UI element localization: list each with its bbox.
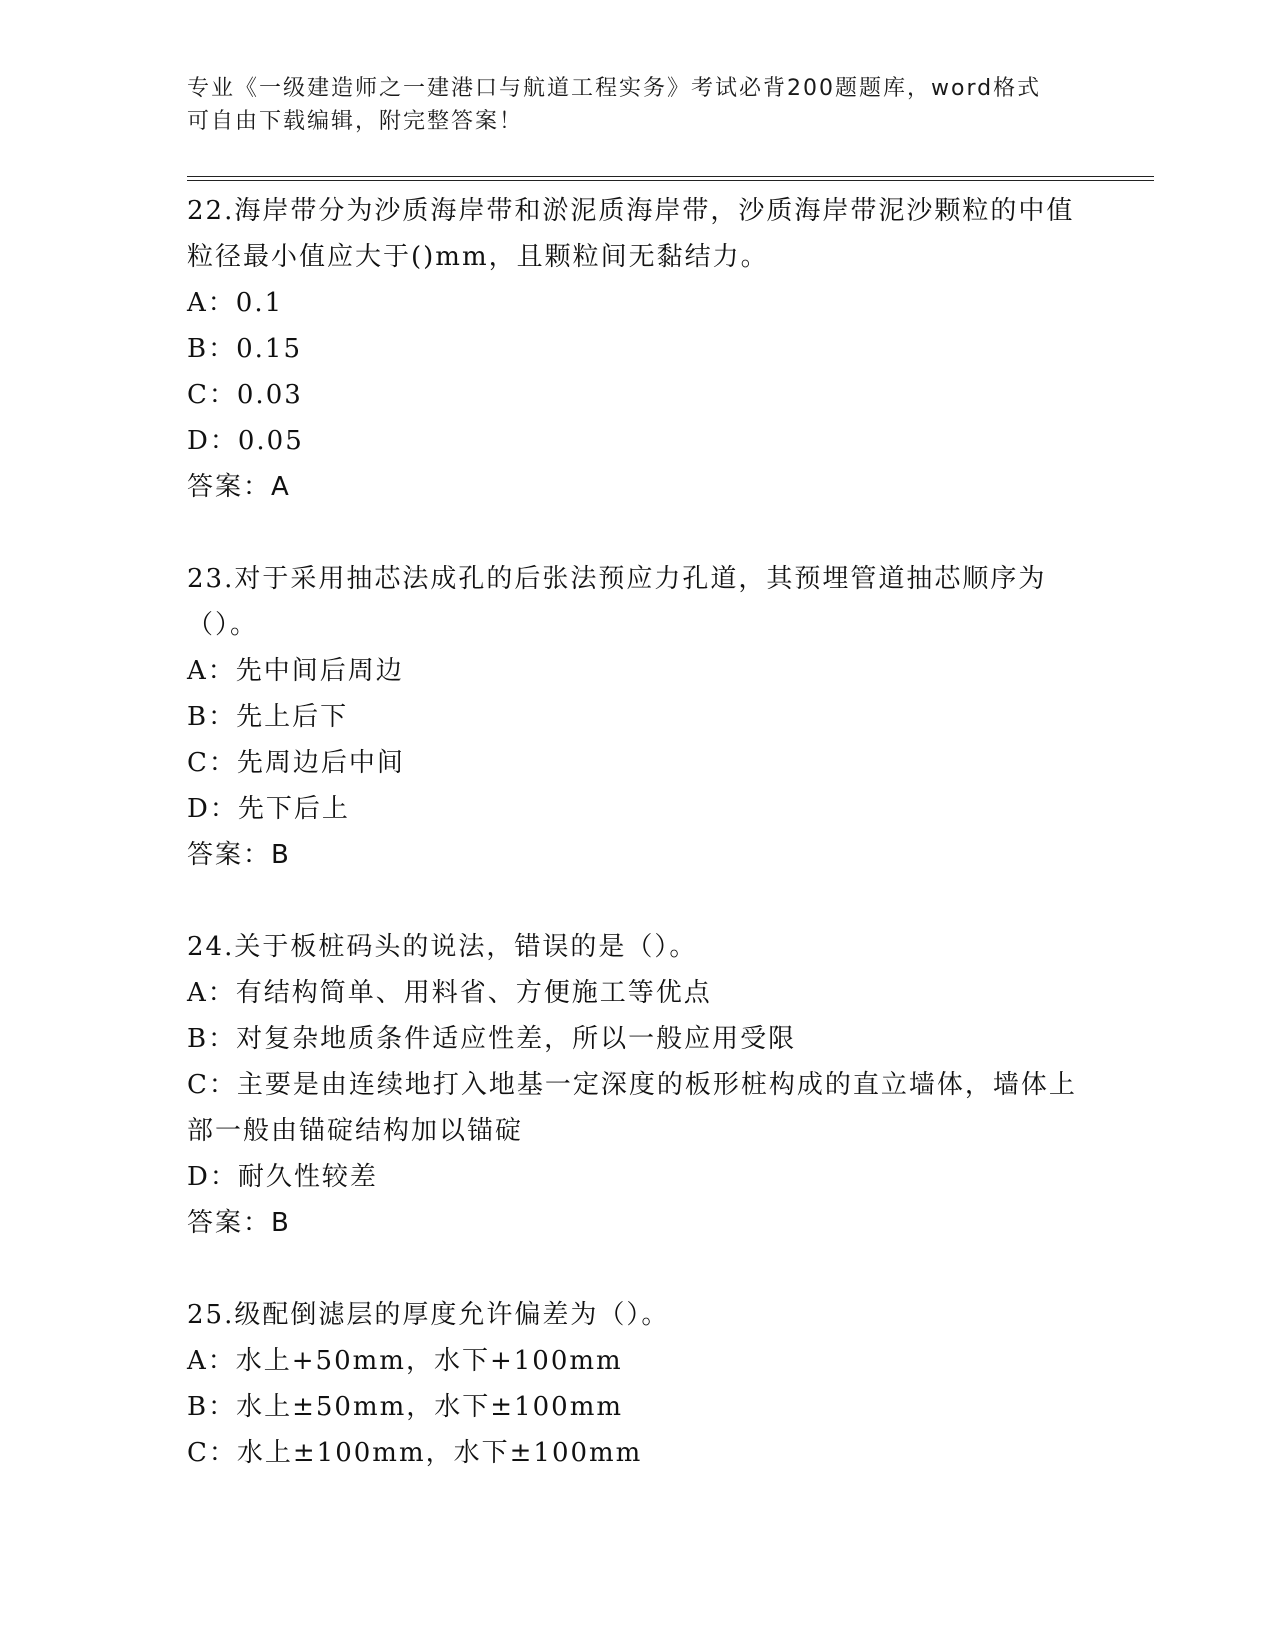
header-line-2: 可自由下载编辑，附完整答案！ <box>187 109 524 134</box>
document-header <box>187 72 1087 138</box>
question-stem: 25.级配倒滤层的厚度允许偏差为（）。 <box>187 1300 670 1330</box>
question-spacer <box>187 510 1087 556</box>
question-stem: 23.对于采用抽芯法成孔的后张法预应力孔道，其预埋管道抽芯顺序为（）。 <box>187 564 1047 640</box>
option-c: C：0.03 <box>187 380 303 410</box>
option-a: A：0.1 <box>187 288 284 318</box>
header-divider <box>187 176 1154 181</box>
question-stem: 22.海岸带分为沙质海岸带和淤泥质海岸带，沙质海岸带泥沙颗粒的中值粒径最小值应大于()mm，且颗粒间无黏结力。 <box>187 196 1075 272</box>
option-d: D：耐久性较差 <box>187 1162 378 1192</box>
option-d: D：0.05 <box>187 426 304 456</box>
question-24 <box>187 924 1087 1246</box>
question-spacer <box>187 878 1087 924</box>
question-22 <box>187 188 1087 510</box>
option-a: A：水上+50mm，水下+100mm <box>187 1346 623 1376</box>
option-c: C：水上±100mm，水下±100mm <box>187 1438 643 1468</box>
option-b: B：先上后下 <box>187 702 349 732</box>
option-c: C：主要是由连续地打入地基一定深度的板形桩构成的直立墙体，墙体上部一般由锚碇结构加以锚碇 <box>187 1070 1077 1146</box>
divider-line-bottom <box>187 180 1154 181</box>
option-b: B：水上±50mm，水下±100mm <box>187 1392 624 1422</box>
question-spacer <box>187 1246 1087 1292</box>
divider-line-top <box>187 176 1154 177</box>
answer-line: 答案：B <box>187 840 291 870</box>
header-line-1: 专业《一级建造师之一建港口与航道工程实务》考试必背200题题库，word格式 <box>187 76 1042 101</box>
option-b: B：对复杂地质条件适应性差，所以一般应用受限 <box>187 1024 797 1054</box>
answer-line: 答案：B <box>187 1208 291 1238</box>
option-a: A：有结构简单、用料省、方便施工等优点 <box>187 978 712 1008</box>
question-23 <box>187 556 1087 878</box>
option-a: A：先中间后周边 <box>187 656 404 686</box>
question-25 <box>187 1292 1087 1476</box>
question-list <box>187 188 1087 1476</box>
option-c: C：先周边后中间 <box>187 748 405 778</box>
question-stem: 24.关于板桩码头的说法，错误的是（）。 <box>187 932 698 962</box>
option-b: B：0.15 <box>187 334 302 364</box>
option-d: D：先下后上 <box>187 794 350 824</box>
answer-line: 答案：A <box>187 472 291 502</box>
